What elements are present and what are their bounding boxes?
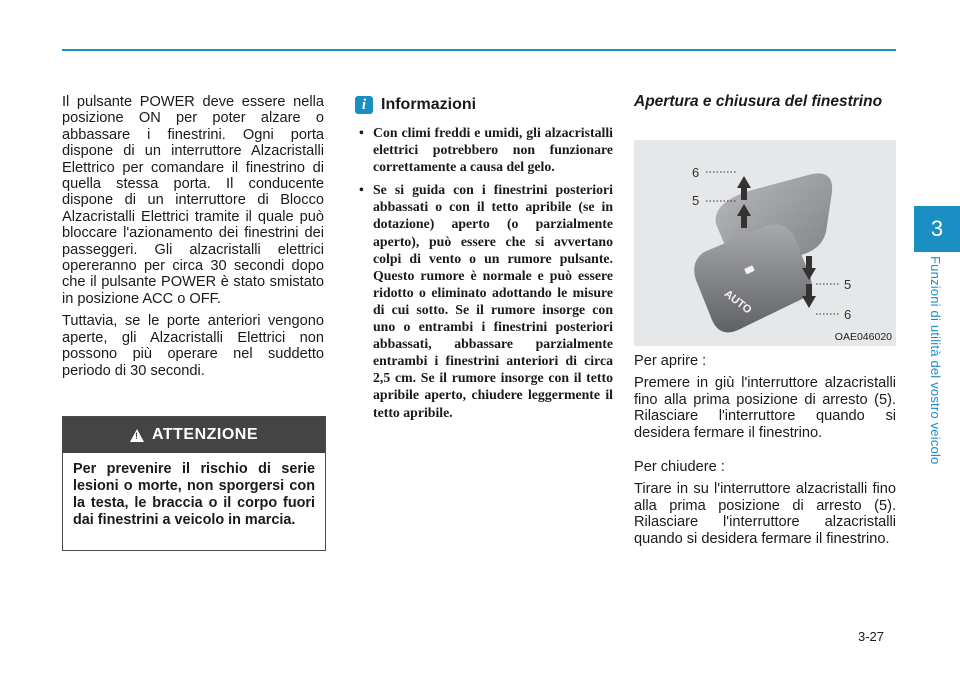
callout-label-down: 6 <box>844 307 852 322</box>
section-title: Apertura e chiusura del finestrino <box>634 93 883 110</box>
header-rule <box>62 49 896 51</box>
close-label: Per chiudere : <box>634 459 725 476</box>
warning-text: Per prevenire il rischio di serie lesioni o morte, non sporgersi con la testa, le braccia o il corpo fuori dai finestrini a veicolo in marcia. <box>73 461 315 528</box>
callout-label-down: 5 <box>844 277 852 292</box>
open-text: Premere in giù l'interruttore alzacristalli fino alla prima posizione di arresto (5). Rilasciare l'interruttore quando si desidera fermare il finestrino. <box>634 375 896 441</box>
chapter-number: 3 <box>930 216 944 241</box>
column-right <box>634 353 896 553</box>
warning-triangle-icon <box>130 429 144 442</box>
switch-face <box>694 224 811 332</box>
column-left <box>62 94 324 379</box>
info-title: Informazioni <box>381 96 477 113</box>
window-switch-illustration <box>634 140 896 346</box>
warning-box <box>62 416 326 551</box>
body-paragraph: Tuttavia, se le porte anteriori vengono aperte, gli Alzacristalli Elettrici non possono più operare nel suddetto periodo di 30 secondi. <box>62 313 324 379</box>
info-header <box>355 96 476 114</box>
chapter-title: Funzioni di utilità del vostro veicolo <box>928 256 943 465</box>
window-switch-figure <box>634 140 896 346</box>
info-item: • Con climi freddi e umidi, gli alzacristalli elettrici potrebbero non funzionare correttamente a causa del gelo. <box>355 124 613 175</box>
chapter-tab <box>914 206 960 252</box>
warning-header <box>63 417 325 453</box>
figure-code: OAE046020 <box>834 331 892 343</box>
info-list <box>355 124 613 427</box>
callout-label-up: 5 <box>692 193 700 208</box>
info-icon: i <box>355 96 373 114</box>
page-number: 3-27 <box>858 629 885 644</box>
callout-label-up: 6 <box>692 165 700 180</box>
info-item: • Se si guida con i finestrini posteriori abbassati o con il tetto apribile (se in dotazione) aperto (o parzialmente aperto), può essere che si avvertano colpi di vento o un rumore pulsante. Questo rumore è normale e può essere ridotto o eliminato adottando le misure di cui sotto. Se il rumore insorge con uno o entrambi i finestrini posteriori abbassati, abbassare parzialmente entrambi i finestrini anteriori di circa 2,5 cm. Se il rumore insorge con il tetto apribile aperto, chiudere leggermente il tetto apribile. <box>355 181 613 420</box>
close-text: Tirare in su l'interruttore alzacristalli fino alla prima posizione di arresto (5). Rilasciare l'interruttore alzacristalli quando si desidera fermare il finestrino. <box>634 481 896 547</box>
open-label: Per aprire : <box>634 353 707 369</box>
body-paragraph: Il pulsante POWER deve essere nella posizione ON per poter alzare o abbassare i finestrini. Ogni porta dispone di un interruttore Alzacristalli Elettrico per comandare il finestrino di quella stessa porta. Il conducente dispone di un interruttore di Blocco Alzacristalli Elettrici tramite il quale può bloccare l'azionamento dei finestrini dei passeggeri. Gli alzacristalli elettrici opereranno per circa 30 secondi dopo che il pulsante POWER è stato smistato in posizione ACC o OFF. <box>62 94 324 307</box>
switch-auto-label: AUTO <box>721 287 754 317</box>
warning-title: ATTENZIONE <box>151 426 259 443</box>
